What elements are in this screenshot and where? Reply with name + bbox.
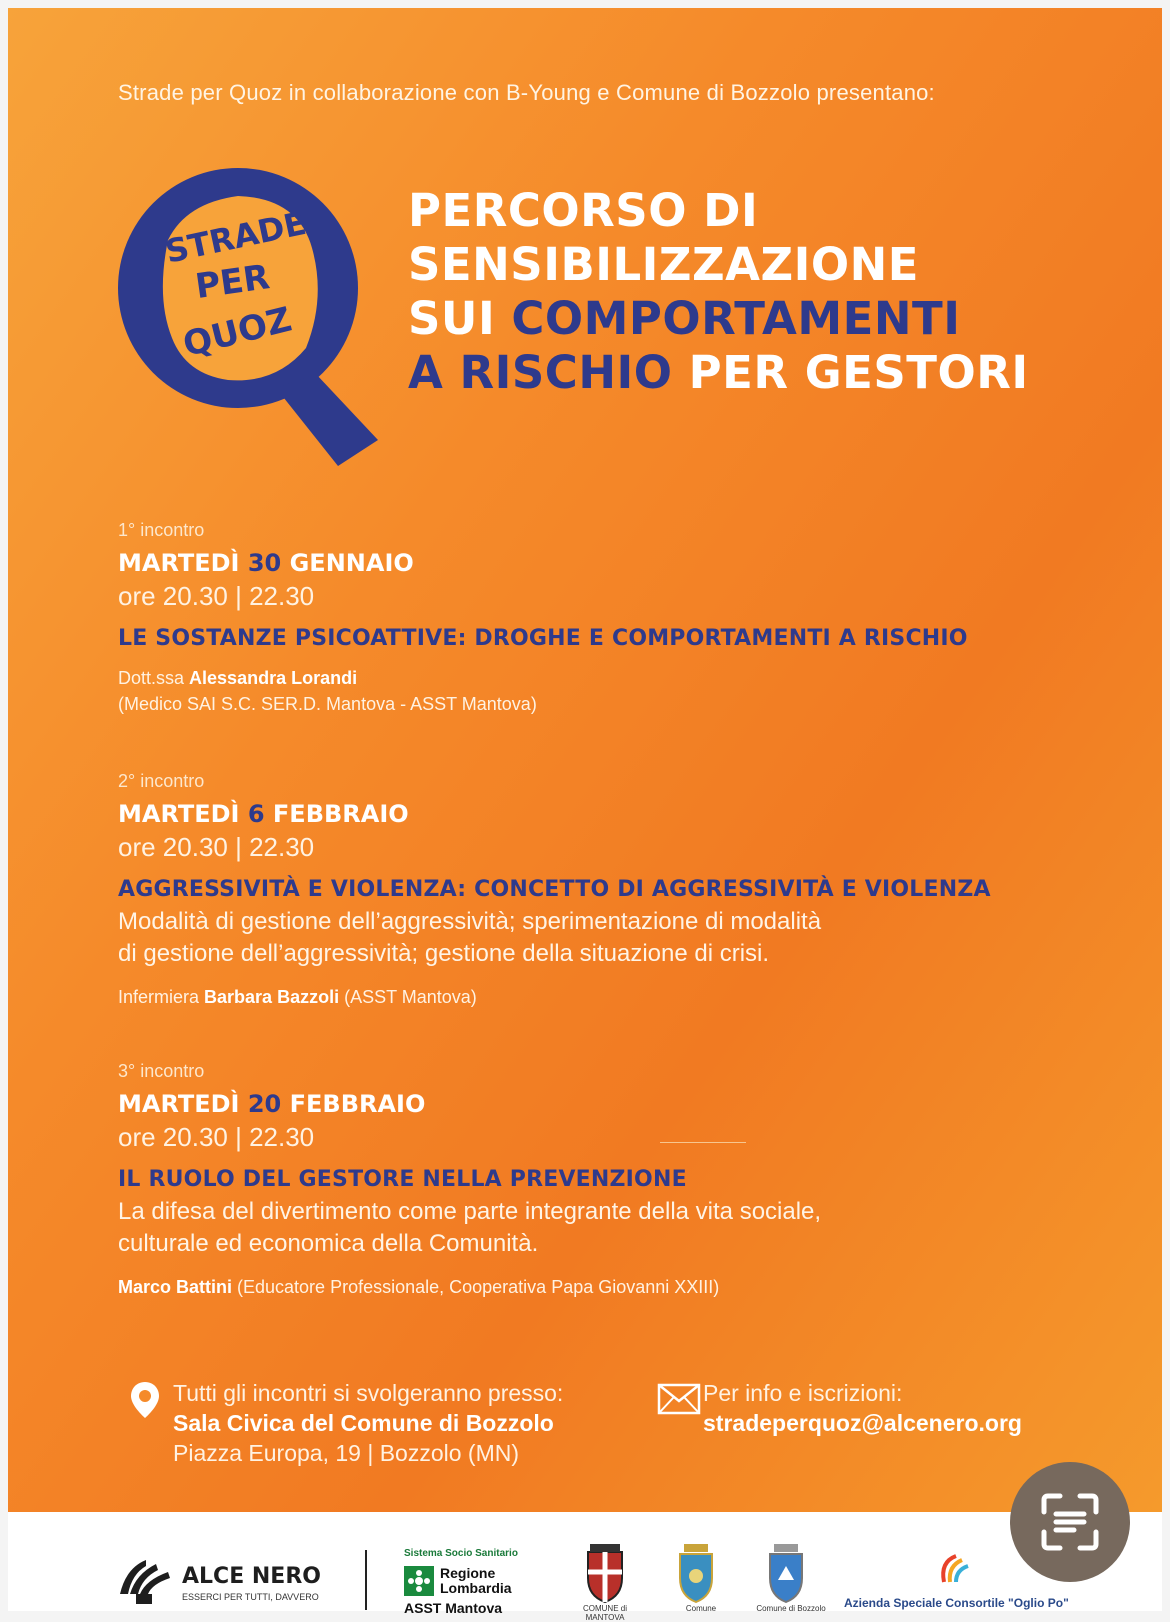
location-text: Tutti gli incontri si svolgeranno presso: Sala Civica del Comune di Bozzolo Piazza Europa, 19 | Bozzolo (MN)	[173, 1380, 564, 1466]
event-number: 1° incontro	[118, 520, 205, 540]
event-description: Modalità di gestione dell’aggressività; sperimentazione di modalità di gestione dell’aggressività; gestione della situazione di crisi.	[118, 908, 822, 967]
svg-text:PER: PER	[192, 257, 273, 308]
event-date: MARTEDÌ 6 FEBBRAIO	[118, 800, 409, 828]
envelope-icon	[658, 1384, 700, 1414]
comune-bozzolo-crest: Comune di Bozzolo	[766, 1544, 806, 1609]
event-topic: AGGRESSIVITÀ E VIOLENZA: CONCETTO DI AGGRESSIVITÀ E VIOLENZA	[118, 877, 991, 902]
event-3	[118, 1061, 821, 1300]
strade-per-quoz-logo	[116, 148, 386, 478]
event-topic: IL RUOLO DEL GESTORE NELLA PREVENZIONE	[118, 1167, 687, 1192]
svg-text:STRADE: STRADE	[161, 203, 310, 271]
contact-email-link[interactable]: stradeperquoz@alcenero.org	[703, 1410, 1022, 1436]
headline-line-3: SUI COMPORTAMENTI	[408, 292, 961, 345]
divider	[660, 1142, 746, 1143]
scan-text-button[interactable]	[1010, 1462, 1130, 1582]
headline-line-2: SENSIBILIZZAZIONE	[408, 238, 920, 291]
regione-rose-icon	[404, 1566, 434, 1596]
alce-nero-logo: ALCE NERO ESSERCI PER TUTTI, DAVVERO	[116, 1554, 174, 1611]
comune-crest-2: Comune	[676, 1544, 716, 1609]
event-time: ore 20.30 | 22.30	[118, 832, 315, 862]
event-time: ore 20.30 | 22.30	[118, 581, 315, 611]
headline	[408, 184, 1029, 400]
crest-icon	[766, 1544, 806, 1604]
event-date: MARTEDÌ 30 GENNAIO	[118, 549, 414, 577]
event-number: 2° incontro	[118, 771, 205, 791]
crest-icon	[676, 1544, 716, 1604]
headline-line-1: PERCORSO DI	[408, 184, 759, 237]
event-date: MARTEDÌ 20 FEBBRAIO	[118, 1090, 426, 1118]
headline-line-4: A RISCHIO PER GESTORI	[408, 346, 1029, 399]
comune-mantova-crest: COMUNE di MANTOVA	[580, 1544, 630, 1609]
sponsor-bar: ALCE NERO ESSERCI PER TUTTI, DAVVERO Sistema Socio Sanitario Regione Lombardia ASST Mantova COMUNE di MANTOVA Comune Comune di Bozzolo Azienda Speciale Consortile "Oglio Po"	[8, 1512, 1162, 1611]
event-topic: LE SOSTANZE PSICOATTIVE: DROGHE E COMPORTAMENTI A RISCHIO	[118, 626, 968, 651]
svg-text:QUOZ: QUOZ	[179, 299, 296, 366]
location-pin-icon	[128, 1380, 162, 1420]
event-time: ore 20.30 | 22.30	[118, 1122, 315, 1152]
event-2	[118, 771, 991, 1010]
poster-frame	[8, 8, 1162, 1622]
event-speaker: Dott.ssa Alessandra Lorandi (Medico SAI S.C. SER.D. Mantova - ASST Mantova)	[118, 668, 537, 714]
event-speaker: Marco Battini (Educatore Professionale, Cooperativa Papa Giovanni XXIII)	[118, 1277, 720, 1297]
event-speaker: Infermiera Barbara Bazzoli (ASST Mantova)	[118, 987, 477, 1007]
intro-text: Strade per Quoz in collaborazione con B-Young e Comune di Bozzolo presentano:	[118, 80, 935, 105]
event-number: 3° incontro	[118, 1061, 205, 1081]
event-description: La difesa del divertimento come parte integrante della vita sociale, culturale ed economica della Comunità.	[118, 1198, 822, 1257]
crest-icon	[580, 1544, 630, 1604]
sponsor-separator	[365, 1550, 367, 1610]
contact-text: Per info e iscrizioni: stradeperquoz@alcenero.org	[703, 1380, 1022, 1436]
scan-text-icon	[1010, 1462, 1130, 1582]
alce-nero-mark-icon	[116, 1554, 174, 1606]
event-1	[118, 520, 968, 717]
poster	[8, 8, 1162, 1512]
azienda-swirl-icon	[936, 1548, 972, 1588]
regione-lombardia-logo: Sistema Socio Sanitario Regione Lombardia ASST Mantova	[404, 1548, 518, 1616]
